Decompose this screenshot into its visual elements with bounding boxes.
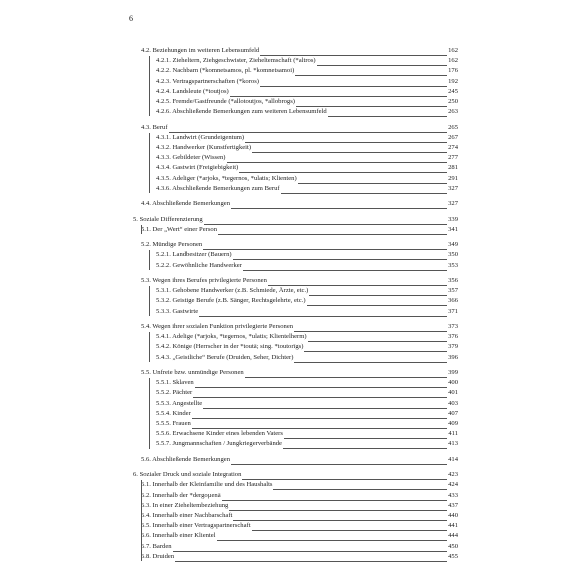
- toc-entry-page: 450: [448, 542, 458, 550]
- toc-subsection: [156, 133, 458, 143]
- toc-entry-title: 4.2.1. Zieheltern, Ziehgeschwister, Zieheltemschaft (*altros): [156, 57, 316, 65]
- toc-entry-page: 437: [448, 501, 458, 509]
- toc-subsection: [156, 174, 458, 184]
- toc-section: [141, 46, 458, 56]
- toc-entry-page: 274: [448, 144, 458, 151]
- toc-entry-title: 5.4.1. Adelige (*arjoks, *tegernos, *ulatis; Klientelherm): [156, 333, 307, 341]
- toc-entry-title: 6.1. Innerhalb der Kleinfamilie und des Haushalts: [141, 481, 273, 489]
- page-number: 6: [129, 14, 133, 23]
- toc-subsection: [156, 378, 458, 388]
- toc-subsection: [156, 184, 458, 194]
- toc-group-bracket: [149, 56, 150, 116]
- toc-entry-title: 4.3. Beruf: [141, 123, 168, 131]
- toc-entry-page: 414: [448, 455, 458, 463]
- toc-entry-title: 4.2.6. Abschließende Bemerkungen zum weiteren Lebensumfeld: [156, 108, 327, 116]
- toc-entry-page: 192: [448, 77, 458, 85]
- toc-entry-page: 162: [448, 47, 458, 54]
- toc-entry-title: 5.5.1. Sklaven: [156, 379, 194, 387]
- toc-entry-title: 5.3.2. Geistige Berufe (z.B. Sänger, Rechtsgelehrte, etc.): [156, 297, 306, 305]
- toc-entry-title: 5.5.6. Erwachsene Kinder eines lebenden Vaters: [156, 430, 283, 438]
- toc-subsection: [156, 332, 458, 342]
- toc-entry-title: 4.3.1. Landwirt (Grundeigentum): [156, 133, 245, 141]
- toc-entry-page: 349: [448, 241, 458, 249]
- toc-subsection: [156, 342, 458, 352]
- toc-entry-title: 5.5.4. Kinder: [156, 409, 191, 417]
- toc-section: [141, 511, 458, 521]
- toc-entry-page: 379: [448, 343, 458, 351]
- toc-entry-page: 407: [448, 409, 458, 417]
- toc-entry-page: 250: [448, 98, 458, 105]
- toc-subsection: [156, 77, 458, 87]
- toc-subsection: [156, 66, 458, 76]
- toc-entry-page: 409: [448, 420, 458, 427]
- toc-entry-title: 4.2. Beziehungen im weiteren Lebensumfeld: [141, 47, 260, 54]
- toc-section: [141, 552, 458, 562]
- toc-entry-page: 327: [448, 200, 458, 208]
- toc-entry-title: 4.3.6. Abschließende Bemerkungen zum Beruf: [156, 184, 280, 192]
- toc-subsection: [156, 388, 458, 398]
- toc-entry-page: 399: [448, 369, 458, 376]
- toc-entry-page: 376: [448, 333, 458, 341]
- toc-section: [141, 480, 458, 490]
- toc-group-bracket: [149, 378, 150, 448]
- toc-entry-page: 162: [448, 57, 458, 65]
- toc-entry-page: 176: [448, 67, 458, 75]
- toc-leader-line: [156, 316, 458, 317]
- toc-entry-page: 366: [448, 297, 458, 305]
- toc-entry-title: 4.4. Abschließende Bemerkungen: [141, 200, 230, 208]
- toc-entry-title: 4.2.4. Landsleute (*toutjos): [156, 87, 229, 95]
- toc-entry-page: 401: [448, 389, 458, 397]
- toc-subsection: [156, 107, 458, 117]
- toc-group-bracket: [149, 133, 150, 193]
- toc-entry-page: 433: [448, 491, 458, 499]
- toc-section: [141, 542, 458, 552]
- toc-subsection: [156, 56, 458, 66]
- toc-entry-title: 5.5. Unfreie bzw. unmündige Personen: [141, 369, 244, 376]
- toc-entry-title: 6.7. Barden: [141, 542, 172, 550]
- toc-section: [141, 199, 458, 209]
- toc-subsection: [156, 163, 458, 173]
- toc-entry-title: 5.3. Wegen ihres Berufes privilegierte Personen: [141, 277, 267, 284]
- toc-entry-page: 327: [448, 184, 458, 192]
- toc-entry-page: 455: [448, 552, 458, 560]
- toc-entry-page: 281: [448, 164, 458, 172]
- toc-subsection: [156, 439, 458, 449]
- toc-entry-title: 4.3.2. Handwerker (Kunstfertigkeit): [156, 144, 252, 151]
- toc-entry-title: 6.8. Druiden: [141, 552, 175, 560]
- toc-subsection: [156, 409, 458, 419]
- toc-entry-page: 245: [448, 87, 458, 95]
- toc-subsection: [156, 353, 458, 363]
- toc-entry-title: 6.4. Innerhalb einer Nachbarschaft: [141, 512, 233, 519]
- toc-entry-title: 4.3.4. Gastwirt (Freigiebigkeit): [156, 164, 239, 172]
- toc-entry-title: 4.2.5. Fremde/Gastfreunde (*allotoutjos, *allobrogs): [156, 98, 295, 105]
- toc-entry-title: 5. Soziale Differenzierung: [133, 215, 203, 223]
- toc-subsection: [156, 296, 458, 306]
- toc-entry-title: 5.4.2. Könige (Herrscher in der *toutā; sing. *toutorīgs): [156, 343, 304, 351]
- toc-entry-page: 341: [448, 225, 458, 233]
- toc-group-bracket: [149, 332, 150, 362]
- toc-subsection: [156, 419, 458, 429]
- toc-entry-title: 5.1. Der „Wert“ einer Person: [141, 225, 217, 233]
- toc-subsection: [156, 153, 458, 163]
- toc-entry-title: 5.3.3. Gastwirte: [156, 307, 199, 315]
- toc-entry-page: 413: [448, 440, 458, 448]
- toc-entry-page: 350: [448, 251, 458, 259]
- toc-entry-page: 291: [448, 174, 458, 182]
- toc-entry-title: 6.2. Innerhalb der *dergoµenā: [141, 491, 221, 499]
- toc-chapter: [133, 215, 458, 225]
- toc-entry-page: 424: [448, 481, 458, 489]
- toc-entry-page: 423: [448, 471, 458, 479]
- toc-subsection: [156, 87, 458, 97]
- toc-entry-page: 440: [448, 512, 458, 519]
- toc-section: [141, 521, 458, 531]
- toc-entry-title: 4.3.3. Gebildeter (Wissen): [156, 154, 226, 162]
- toc-section: [141, 491, 458, 501]
- toc-subsection: [156, 429, 458, 439]
- toc-entry-page: 356: [448, 277, 458, 284]
- toc-entry-page: 339: [448, 215, 458, 223]
- toc-group-bracket: [141, 225, 142, 234]
- toc-entry-page: 277: [448, 154, 458, 162]
- toc-entry-title: 5.2.1. Landbesitzer (Bauern): [156, 251, 232, 259]
- toc-subsection: [156, 399, 458, 409]
- toc-entry-title: 5.5.5. Frauen: [156, 420, 191, 427]
- toc-section: [141, 276, 458, 286]
- toc-leader-line: [141, 561, 458, 562]
- toc-entry-title: 5.5.3. Angestellte: [156, 399, 203, 407]
- toc-entry-page: 353: [448, 261, 458, 269]
- toc-section: [141, 455, 458, 465]
- toc-entry-page: 371: [448, 307, 458, 315]
- toc-entry-page: 263: [448, 108, 458, 116]
- toc-entry-page: 357: [448, 287, 458, 295]
- toc-entry-title: 4.2.2. Nachbarn (*komnetsamos, pl. *komnetsamoi): [156, 67, 295, 75]
- toc-group-bracket: [149, 250, 150, 269]
- toc-subsection: [156, 261, 458, 271]
- toc-entry-title: 4.3.5. Adeliger (*arjoks, *tegernos, *ulatis; Klienten): [156, 174, 297, 182]
- toc-entry-page: 444: [448, 532, 458, 540]
- toc-subsection: [156, 250, 458, 260]
- toc-section: [141, 123, 458, 133]
- toc-chapter: [133, 470, 458, 480]
- toc-entry-title: 5.5.7. Jungmannschaften / Jungkriegerverbände: [156, 440, 282, 448]
- toc-entry-page: 441: [448, 522, 458, 530]
- toc-group-bracket: [149, 286, 150, 316]
- toc-subsection: [156, 143, 458, 153]
- toc-entry-title: 5.2.2. Gewöhnliche Handwerker: [156, 261, 242, 269]
- toc-subsection: [156, 97, 458, 107]
- toc-section: [141, 531, 458, 541]
- toc-group-bracket: [141, 480, 142, 561]
- toc-entry-page: 373: [448, 323, 458, 330]
- toc-subsection: [156, 286, 458, 296]
- toc-entry-title: 6. Sozialer Druck und soziale Integration: [133, 471, 242, 479]
- toc-section: [141, 368, 458, 378]
- toc-entry-title: 6.3. In einer Zieheltembeziehung: [141, 501, 229, 509]
- toc-entry-title: 5.3.1. Gehobene Handwerker (z.B. Schmiede, Ärzte, etc.): [156, 287, 309, 295]
- toc-entry-title: 6.5. Innerhalb einer Vertragspartnerschaft: [141, 522, 251, 530]
- toc-section: [141, 322, 458, 332]
- toc-entry-title: 5.6. Abschließende Bemerkungen: [141, 455, 230, 463]
- toc-entry-title: 5.4. Wegen ihrer sozialen Funktion privilegierte Personen: [141, 323, 294, 330]
- toc-entry-title: 5.5.2. Pächter: [156, 389, 193, 397]
- toc-entry-title: 5.4.3. „Geistliche“ Berufe (Druiden, Seher, Dichter): [156, 353, 294, 361]
- toc-subsection: [156, 307, 458, 317]
- toc-entry-title: 4.2.3. Vertragspartnerschaften (*koros): [156, 77, 259, 85]
- toc-entry-page: 403: [448, 399, 458, 407]
- toc-entry-page: 411: [448, 430, 458, 438]
- toc-section: [141, 225, 458, 235]
- toc-entry-page: 265: [448, 123, 458, 131]
- toc-entry-page: 400: [448, 379, 458, 387]
- toc-entry-page: 396: [448, 353, 458, 361]
- toc-section: [141, 240, 458, 250]
- toc-entry-page: 267: [448, 133, 458, 141]
- toc-section: [141, 501, 458, 511]
- toc-entry-title: 5.2. Mündige Personen: [141, 241, 203, 249]
- toc-entry-title: 6.6. Innerhalb einer Klientel: [141, 532, 216, 540]
